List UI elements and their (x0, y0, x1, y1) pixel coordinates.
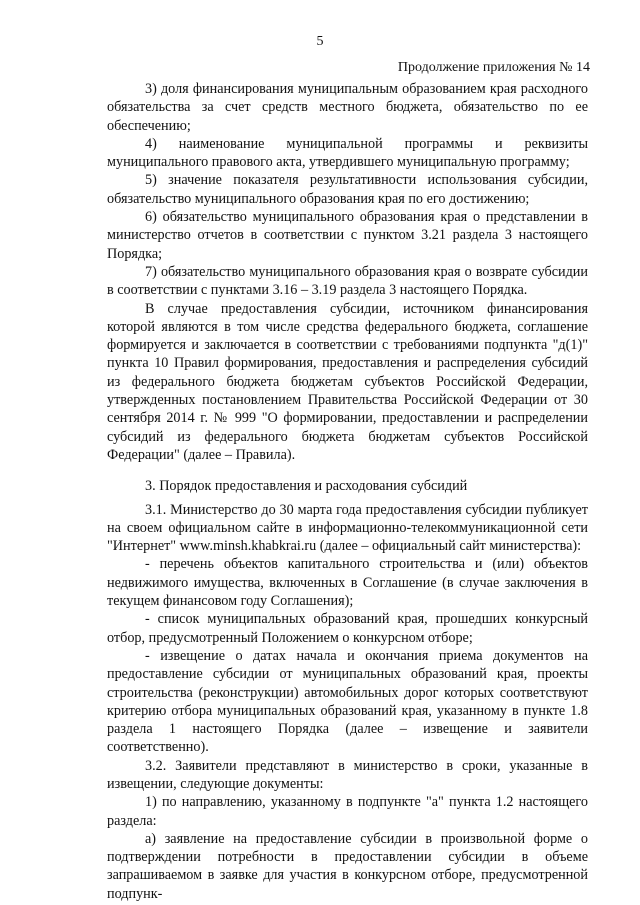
paragraph-3-2: 3.2. Заявители представляют в министерство в сроки, указанные в извещении, следующие документы: (107, 757, 588, 792)
paragraph-item-5: 5) значение показателя результативности использования субсидии, обязательство муниципального образования края по его достижению; (107, 172, 588, 207)
paragraph-3-2-1: 1) по направлению, указанному в подпункте "а" пункта 1.2 настоящего раздела: (107, 794, 588, 829)
paragraph-item-3: 3) доля финансирования муниципальным образованием края расходного обязательства за счет средств местного бюджета, обязательство по ее обеспечению; (107, 81, 588, 134)
list-item-notice: - извещение о датах начала и окончания приема документов на предоставление субсидии от муниципальных образований края, проекты строительства (реконструкции) автомобильных дорог которых соответствуют критерию отбора муниципальных образований края, указанному в пункте 1.8 раздела 1 настоящего Порядка (далее – извещение и заявители соответственно). (107, 647, 588, 756)
appendix-continuation-note: Продолжение приложения № 14 (397, 60, 590, 75)
section-title: 3. Порядок предоставления и расходования субсидий (145, 478, 468, 495)
paragraph-item-7: 7) обязательство муниципального образования края о возврате субсидии в соответствии с пунктами 3.16 – 3.19 раздела 3 настоящего Порядка. (107, 263, 588, 299)
list-item-objects: - перечень объектов капитального строительства и (или) объектов недвижимого имущества, включенных в Соглашение (в случае заключения в текущем финансовом году Соглашения); (107, 556, 588, 610)
page-number: 5 (316, 34, 324, 49)
paragraph-item-4: 4) наименование муниципальной программы и реквизиты муниципального правового акта, утвердившего муниципальную программу; (107, 135, 588, 171)
list-item-municipalities: - список муниципальных образований края, прошедших конкурсный отбор, предусмотренный Положением о конкурсном отборе; (107, 611, 588, 646)
document-body (107, 80, 588, 903)
paragraph-item-6: 6) обязательство муниципального образования края о представлении в министерство отчетов в соответствии с пунктом 3.21 раздела 3 настоящего Порядка; (107, 209, 588, 262)
paragraph-3-1: 3.1. Министерство до 30 марта года предоставления субсидии публикует на своем официальном сайте в информационно-телекоммуникационной сети "Интернет" www.minsh.khabkrai.ru (далее – официальный сайт министерства): (107, 501, 588, 555)
paragraph-3-2-1-a: а) заявление на предоставление субсидии в произвольной форме о подтверждении потребности в предоставлении субсидии в объеме запрашиваемом в заявке для участия в конкурсном отборе, предусмотренной подпунк- (107, 830, 588, 902)
paragraph-federal-budget: В случае предоставления субсидии, источником финансирования которой являются в том числе средства федерального бюджета, соглашение формируется и заключается в соответствии с требованиями подпункта "д(1)" пункта 10 Правил формирования, предоставления и распределения субсидий из федерального бюджета бюджетам субъектов Российской Федерации, утвержденных постановлением Правительства Российской Федерации от 30 сентября 2014 г. № 999 "О формировании, предоставлении и распределении субсидий из федерального бюджета бюджетам субъектов Российской Федерации" (далее – Правила). (107, 300, 588, 463)
